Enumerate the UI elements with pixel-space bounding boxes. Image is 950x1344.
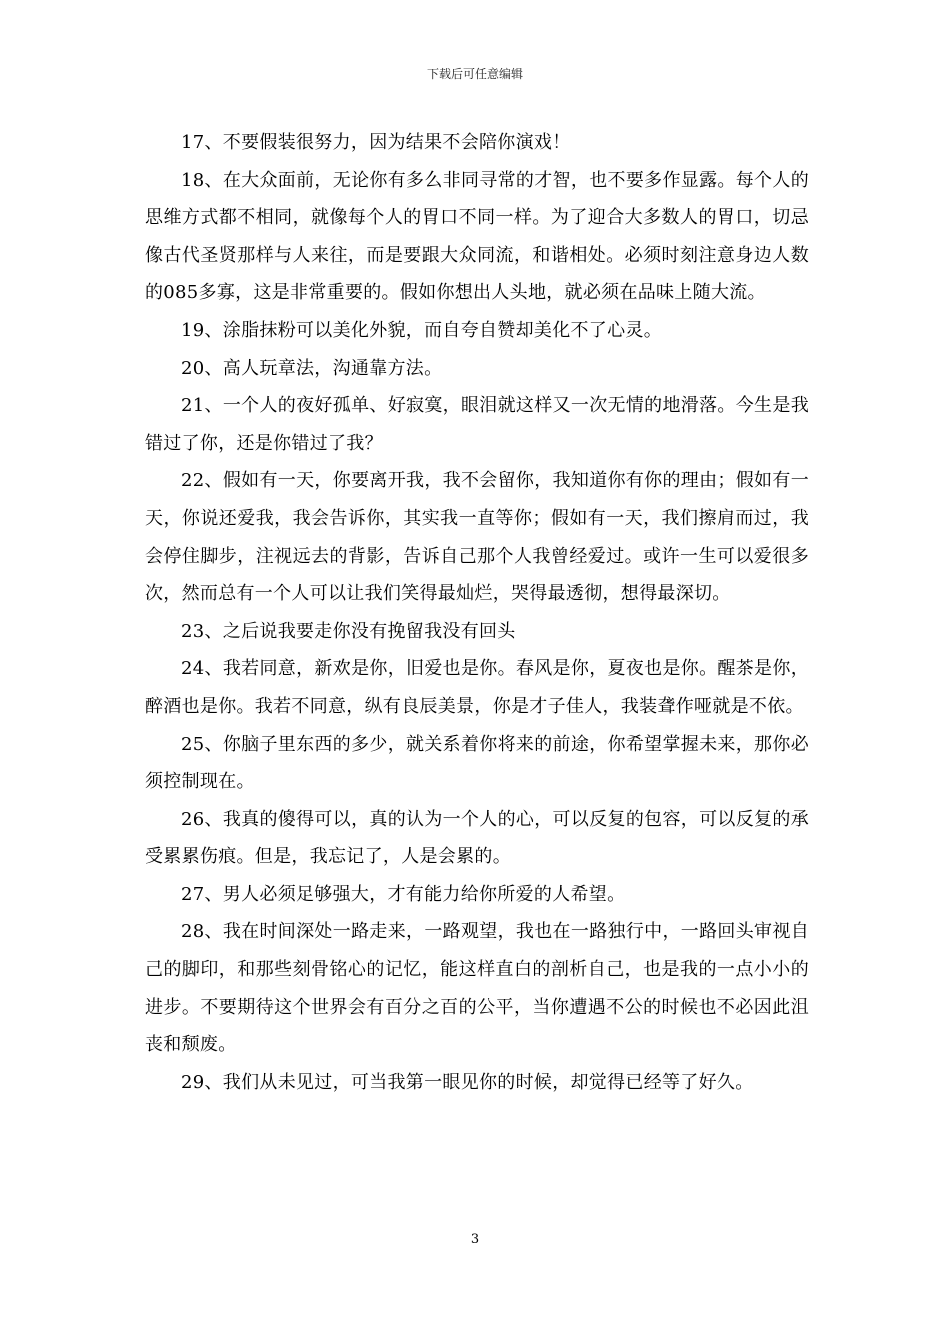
paragraph-26: 26、我真的傻得可以，真的认为一个人的心，可以反复的包容，可以反复的承受累累伤痕。但是，我忘记了，人是会累的。 xyxy=(145,808,809,868)
paragraph-18: 18、在大众面前，无论你有多么非同寻常的才智，也不要多作显露。每个人的思维方式都不相同，就像每个人的胃口不同一样。为了迎合大多数人的胃口，切忌像古代圣贤那样与人来往，而是要跟大众同流，和谐相处。必须时刻注意身边人数的085多寡，这是非常重要的。假如你想出人头地，就必须在品味上随大流。 xyxy=(145,169,809,304)
paragraph-20: 20、高人玩章法，沟通靠方法。 xyxy=(181,357,443,379)
paragraph-25: 25、你脑子里东西的多少，就关系着你将来的前途，你希望掌握未来，那你必须控制现在。 xyxy=(145,733,809,793)
page-header: 下载后可任意编辑 xyxy=(426,67,523,81)
paragraph-27: 27、男人必须足够强大，才有能力给你所爱的人希望。 xyxy=(181,883,626,905)
document-body xyxy=(145,124,809,1101)
page-number: 3 xyxy=(470,1232,480,1247)
paragraph-19: 19、涂脂抹粉可以美化外貌，而自夸自赞却美化不了心灵。 xyxy=(181,319,663,341)
paragraph-21: 21、一个人的夜好孤单、好寂寞，眼泪就这样又一次无情的地滑落。今生是我错过了你，还是你错过了我？ xyxy=(145,395,809,454)
paragraph-23: 23、之后说我要走你没有挽留我没有回头 xyxy=(181,620,516,642)
paragraph-28: 28、我在时间深处一路走来，一路观望，我也在一路独行中，一路回头审视自己的脚印，和那些刻骨铭心的记忆，能这样直白的剖析自己，也是我的一点小小的进步。不要期待这个世界会有百分之百的公平，当你遭遇不公的时候也不必因此沮丧和颓废。 xyxy=(145,921,809,1056)
paragraph-29: 29、我们从未见过，可当我第一眼见你的时候，却觉得已经等了好久。 xyxy=(181,1071,754,1093)
paragraph-17: 17、不要假装很努力，因为结果不会陪你演戏！ xyxy=(181,132,571,153)
paragraph-22: 22、假如有一天，你要离开我，我不会留你，我知道你有你的理由；假如有一天，你说还爱我，我会告诉你，其实我一直等你；假如有一天，我们擦肩而过，我会停住脚步，注视远去的背影，告诉自己那个人我曾经爱过。或许一生可以爱很多次，然而总有一个人可以让我们笑得最灿烂，哭得最透彻，想得最深切。 xyxy=(145,470,809,605)
paragraph-24: 24、我若同意，新欢是你，旧爱也是你。春风是你，夏夜也是你。醒茶是你，醉酒也是你。我若不同意，纵有良辰美景，你是才子佳人，我装聋作哑就是不依。 xyxy=(145,658,809,717)
